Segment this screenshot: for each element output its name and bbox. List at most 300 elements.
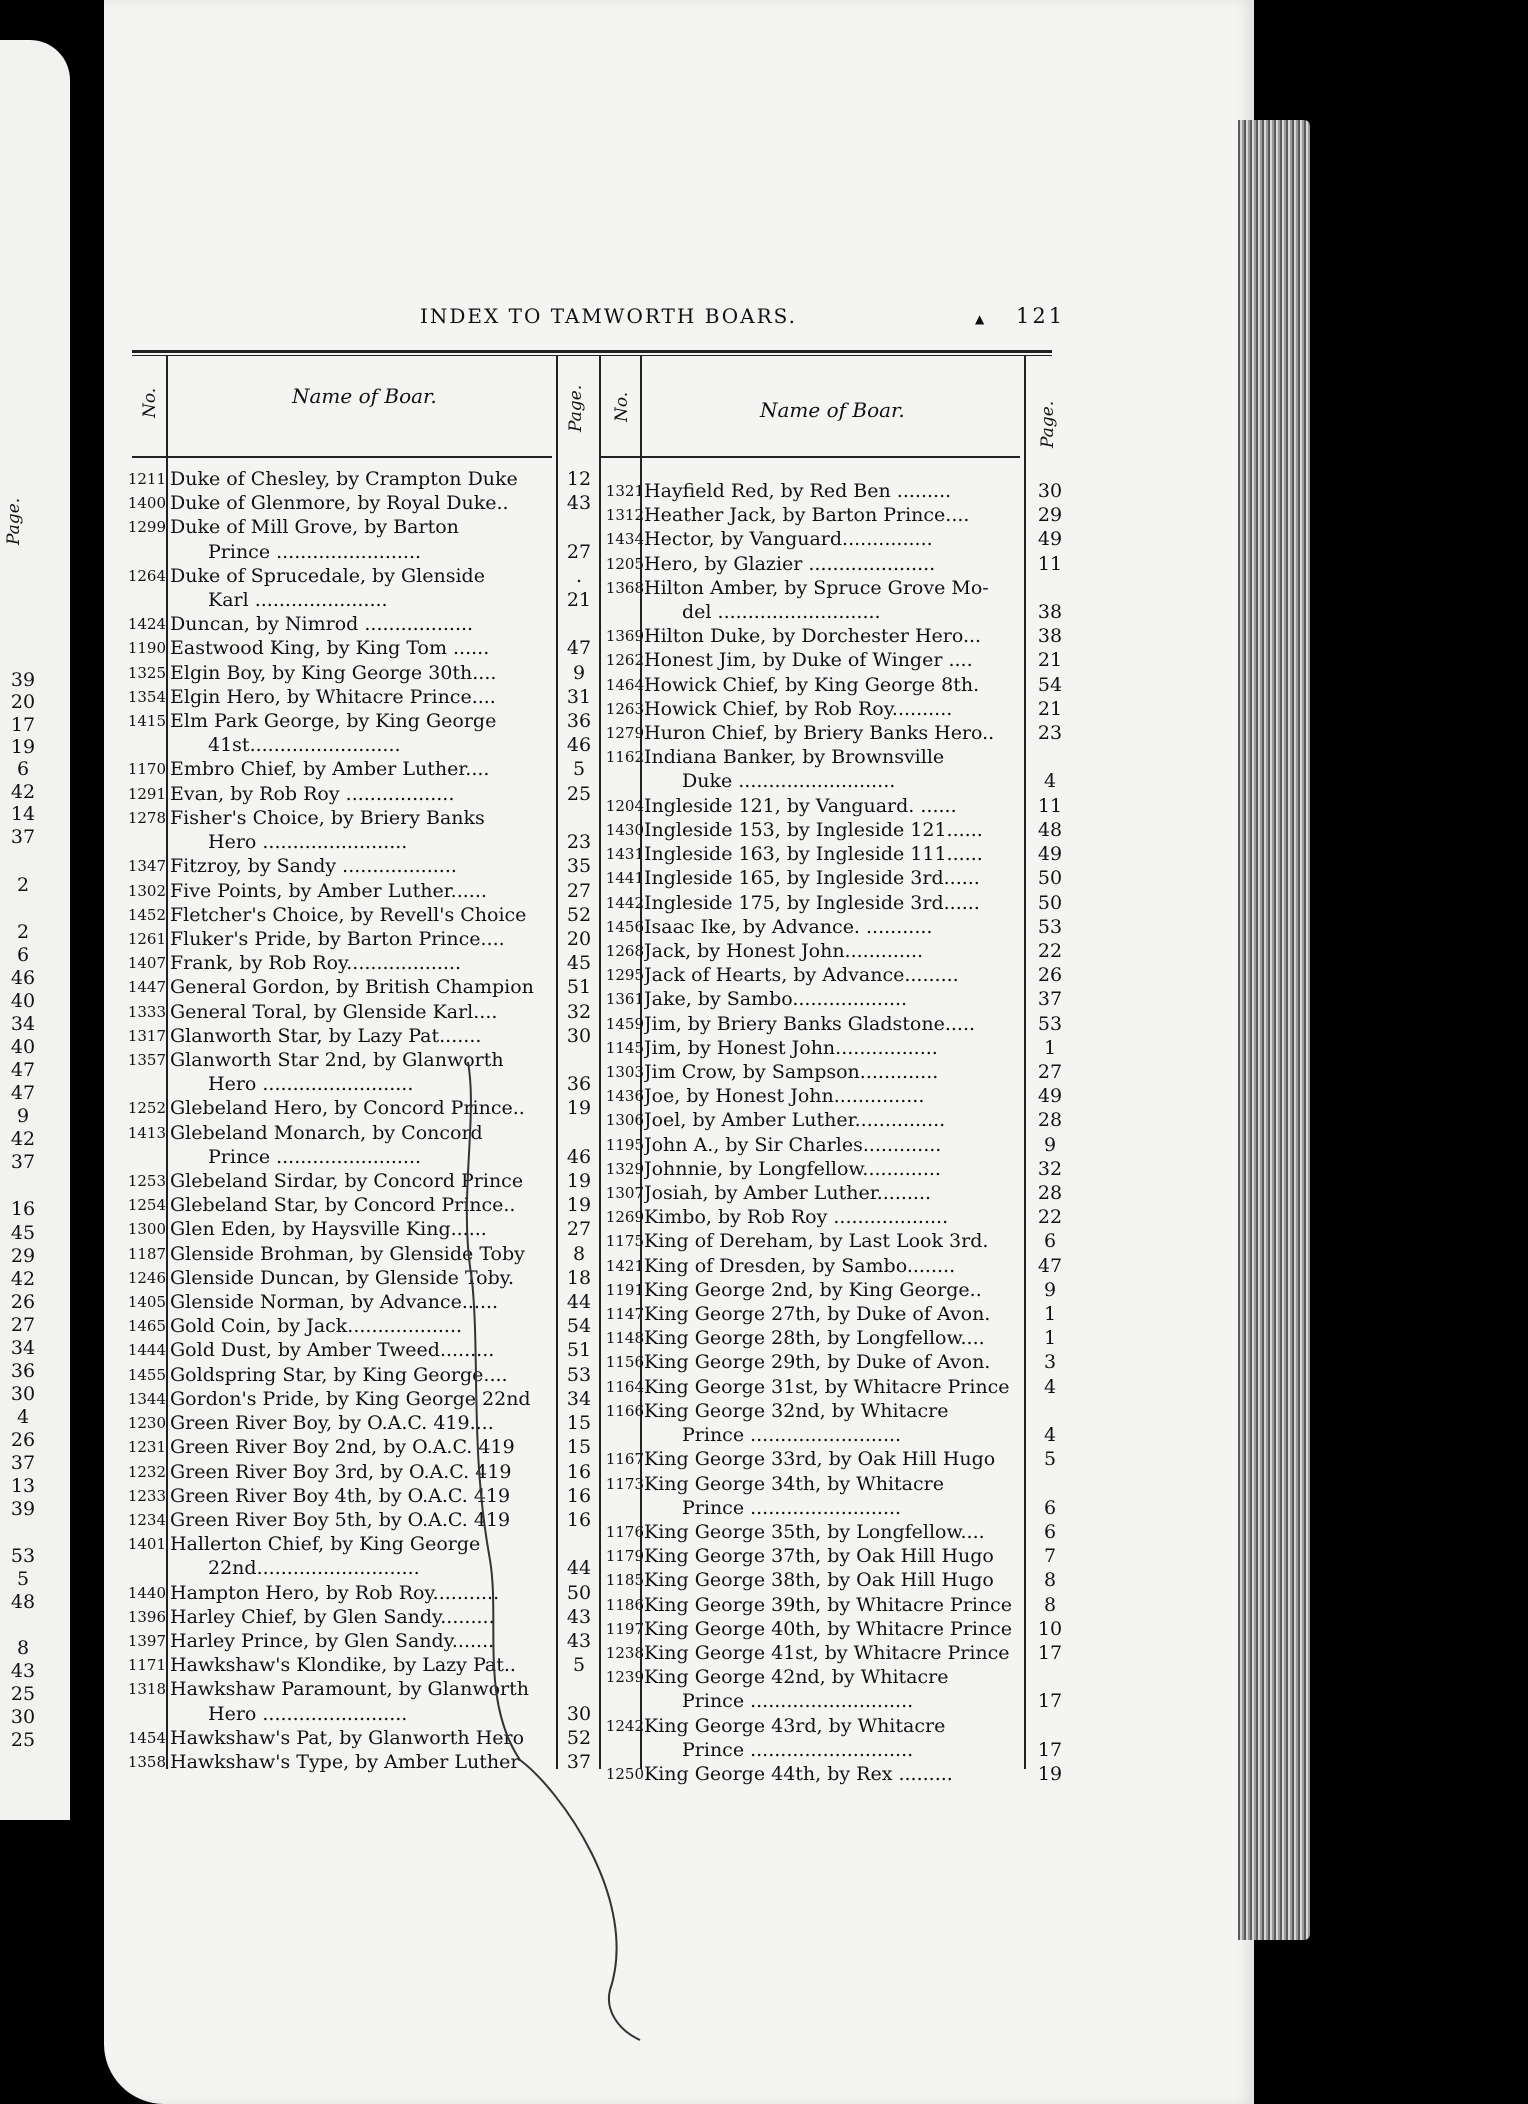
boar-name: Fitzroy, by Sandy ................... <box>170 855 457 878</box>
boar-name: Heather Jack, by Barton Prince.... <box>644 504 970 527</box>
page-reference: 17 <box>1037 1641 1063 1664</box>
page-reference: 11 <box>1037 552 1063 575</box>
boar-name: King George 34th, by Whitacre <box>644 1472 944 1495</box>
ornament-icon: ▲ <box>975 312 985 326</box>
page-reference: . <box>575 564 583 587</box>
index-entry <box>0 1544 1100 1568</box>
page-reference: 27 <box>566 879 592 902</box>
boar-name: Hawkshaw's Type, by Amber Luther <box>170 1751 520 1773</box>
boar-number: 1230 <box>127 1414 166 1433</box>
page-reference: 53 <box>1037 1012 1063 1035</box>
page-reference: 5 <box>572 1654 586 1677</box>
boar-name: King of Dresden, by Sambo........ <box>644 1254 956 1277</box>
boar-name: Gold Dust, by Amber Tweed......... <box>170 1339 495 1362</box>
boar-name: King George 29th, by Duke of Avon. <box>644 1351 991 1374</box>
previous-page-number: 29 <box>10 1245 36 1267</box>
boar-number: 1205 <box>605 554 644 573</box>
boar-name: King George 41st, by Whitacre Prince <box>644 1641 1010 1664</box>
boar-number: 1175 <box>605 1232 644 1251</box>
boar-name: 22nd........................... <box>208 1557 420 1580</box>
page-reference: 16 <box>566 1460 592 1483</box>
index-entry <box>0 1689 1100 1713</box>
boar-number: 1400 <box>127 494 166 513</box>
header-bottom-rule-right <box>600 456 1020 458</box>
page-reference: 1 <box>1043 1327 1057 1350</box>
boar-number: 1170 <box>127 760 166 779</box>
index-entry <box>0 1472 1100 1496</box>
page-reference: 50 <box>1037 867 1063 890</box>
page-reference: 38 <box>1037 625 1063 648</box>
boar-name: King George 27th, by Duke of Avon. <box>644 1303 991 1326</box>
boar-name: King George 44th, by Rex ......... <box>644 1763 953 1785</box>
boar-name: Ingleside 153, by Ingleside 121...... <box>644 818 983 841</box>
boar-number: 1211 <box>127 470 166 488</box>
boar-number: 1312 <box>605 506 644 525</box>
boar-number: 1455 <box>127 1365 166 1384</box>
boar-number: 1253 <box>127 1172 166 1191</box>
page-reference: 32 <box>566 1000 592 1023</box>
page-reference: 19 <box>1037 1763 1063 1785</box>
boar-number: 1254 <box>127 1196 166 1215</box>
boar-number: 1396 <box>127 1607 166 1626</box>
index-entry <box>0 1641 1100 1665</box>
index-entry <box>0 1278 1100 1302</box>
page-reference: 15 <box>566 1412 592 1435</box>
previous-page-number: 53 <box>10 1545 36 1567</box>
index-entry <box>0 1520 1100 1544</box>
boar-name: Hero ........................ <box>208 831 408 854</box>
page-reference: 21 <box>1037 649 1063 672</box>
index-entry <box>0 1105 1100 1132</box>
page-reference: 23 <box>1037 722 1063 745</box>
previous-page-label: Page. <box>4 497 24 545</box>
boar-name: Duke of Glenmore, by Royal Duke.. <box>170 492 509 515</box>
previous-page-number: 30 <box>10 1383 36 1405</box>
boar-name: Indiana Banker, by Brownsville <box>644 746 945 769</box>
boar-name: Green River Boy 4th, by O.A.C. 419 <box>170 1484 511 1507</box>
boar-number: 1268 <box>605 941 644 960</box>
page-reference: 45 <box>566 952 592 975</box>
boar-name: Elm Park George, by King George <box>170 710 497 733</box>
index-entry <box>0 1375 1100 1399</box>
page-reference: 53 <box>1037 915 1063 938</box>
page-reference: 50 <box>566 1581 592 1604</box>
page-reference: 4 <box>1043 770 1057 793</box>
boar-number: 1250 <box>605 1765 644 1783</box>
previous-page-number: 39 <box>10 669 36 691</box>
previous-page-number: 45 <box>10 1222 36 1244</box>
page-reference: 15 <box>566 1436 592 1459</box>
index-entry <box>0 745 1100 769</box>
page-reference: 35 <box>566 855 592 878</box>
previous-page-number: 9 <box>16 1105 30 1127</box>
previous-page-number: 42 <box>10 781 36 803</box>
boar-number: 1464 <box>605 675 644 694</box>
boar-name: Glebeland Hero, by Concord Prince.. <box>170 1097 525 1120</box>
boar-number: 1415 <box>127 712 166 731</box>
boar-name: Green River Boy, by O.A.C. 419.... <box>170 1412 494 1435</box>
page-reference: 43 <box>566 492 592 515</box>
boar-number: 1465 <box>127 1317 166 1336</box>
boar-name: Goldspring Star, by King George.... <box>170 1363 508 1386</box>
boar-number: 1269 <box>605 1208 644 1227</box>
boar-name: Fletcher's Choice, by Revell's Choice <box>170 903 527 926</box>
boar-number: 1171 <box>127 1656 166 1675</box>
previous-page-number: 27 <box>10 1314 36 1336</box>
index-entry <box>0 1617 1100 1641</box>
boar-name: Evan, by Rob Roy .................. <box>170 782 455 805</box>
boar-name: Glanworth Star 2nd, by Glanworth <box>170 1048 504 1071</box>
page-reference: 27 <box>1037 1060 1063 1083</box>
boar-name: King George 40th, by Whitacre Prince <box>644 1617 1013 1640</box>
boar-number: 1452 <box>127 905 166 924</box>
boar-number: 1239 <box>605 1668 644 1687</box>
page-reference: 10 <box>1037 1617 1063 1640</box>
boar-name: Elgin Boy, by King George 30th.... <box>170 661 497 684</box>
boar-name: Ingleside 175, by Ingleside 3rd...... <box>644 891 980 914</box>
boar-name: Howick Chief, by Rob Roy.......... <box>644 697 953 720</box>
page-reference: 8 <box>1043 1569 1057 1592</box>
boar-number: 1405 <box>127 1293 166 1312</box>
index-entry <box>0 1205 1100 1229</box>
page-reference: 5 <box>1043 1448 1057 1471</box>
index-entry <box>0 1012 1100 1036</box>
boar-name: Fluker's Pride, by Barton Prince.... <box>170 927 505 950</box>
page-reference: 51 <box>566 976 592 999</box>
page-reference: 21 <box>1037 697 1063 720</box>
page-reference: 28 <box>1037 1109 1063 1132</box>
boar-name: Ingleside 163, by Ingleside 111...... <box>644 843 983 866</box>
boar-number: 1361 <box>605 990 644 1009</box>
index-entry <box>0 1665 1100 1689</box>
boar-number: 1238 <box>605 1643 644 1662</box>
index-entry <box>0 963 1100 987</box>
index-entry <box>0 673 1100 697</box>
boar-name: Frank, by Rob Roy................... <box>170 952 462 975</box>
page-reference: 22 <box>1037 1206 1063 1229</box>
page-reference: 44 <box>566 1291 592 1314</box>
previous-page-number: 2 <box>16 921 30 943</box>
index-entry <box>0 576 1100 600</box>
boar-number: 1279 <box>605 724 644 743</box>
boar-number: 1434 <box>605 530 644 549</box>
previous-page-number: 40 <box>10 990 36 1012</box>
boar-number: 1261 <box>127 929 166 948</box>
page-reference: 25 <box>566 782 592 805</box>
page-reference: 52 <box>566 1726 592 1749</box>
boar-name: John A., by Sir Charles............. <box>644 1133 942 1156</box>
page-reference: 9 <box>1043 1278 1057 1301</box>
boar-name: Jim, by Honest John................. <box>644 1036 938 1059</box>
boar-number: 1441 <box>605 869 644 888</box>
boar-number: 1291 <box>127 784 166 803</box>
page-reference: 26 <box>1037 964 1063 987</box>
boar-name: Ingleside 121, by Vanguard. ...... <box>644 794 957 817</box>
boar-number: 1190 <box>127 639 166 658</box>
boar-name: King George 38th, by Oak Hill Hugo <box>644 1569 994 1592</box>
page-reference: 6 <box>1043 1520 1057 1543</box>
boar-number: 1246 <box>127 1268 166 1287</box>
previous-page-number: 47 <box>10 1059 36 1081</box>
boar-number: 1307 <box>605 1184 644 1203</box>
previous-page-number: 36 <box>10 1360 36 1382</box>
boar-number: 1454 <box>127 1728 166 1747</box>
boar-name: Glebeland Sirdar, by Concord Prince <box>170 1170 524 1193</box>
page-reference: 18 <box>566 1266 592 1289</box>
boar-name: Hilton Amber, by Spruce Grove Mo- <box>644 576 989 599</box>
boar-number: 1162 <box>605 748 644 767</box>
boar-number: 1234 <box>127 1510 166 1529</box>
previous-page-number: 37 <box>10 1452 36 1474</box>
boar-number: 1407 <box>127 954 166 973</box>
previous-page-number: 26 <box>10 1291 36 1313</box>
index-entry <box>0 721 1100 745</box>
index-entry <box>0 697 1100 721</box>
previous-page-number: 30 <box>10 1706 36 1728</box>
page-reference: 21 <box>566 589 592 612</box>
index-entry <box>0 842 1100 866</box>
page-reference: 3 <box>1043 1351 1057 1374</box>
boar-name: King of Dereham, by Last Look 3rd. <box>644 1230 989 1253</box>
boar-number: 1347 <box>127 857 166 876</box>
page-reference: 6 <box>1043 1496 1057 1519</box>
page-reference: 23 <box>566 831 592 854</box>
boar-name: Harley Prince, by Glen Sandy....... <box>170 1629 495 1652</box>
previous-page-number: 43 <box>10 1660 36 1682</box>
page-reference: 43 <box>566 1605 592 1628</box>
boar-number: 1317 <box>127 1026 166 1045</box>
boar-name: Isaac Ike, by Advance. ........... <box>644 915 933 938</box>
boar-name: Duke .......................... <box>682 770 896 793</box>
page-reference: 16 <box>566 1484 592 1507</box>
previous-page-number: 6 <box>16 944 30 966</box>
boar-name: Gordon's Pride, by King George 22nd <box>170 1387 531 1410</box>
page-reference: 27 <box>566 540 592 563</box>
page-reference: 27 <box>566 1218 592 1241</box>
boar-number: 1145 <box>605 1038 644 1057</box>
page-reference: 54 <box>1037 673 1063 696</box>
boar-name: Hampton Hero, by Rob Roy........... <box>170 1581 500 1604</box>
boar-name: Karl ...................... <box>208 589 388 612</box>
left-name-header: Name of Boar. <box>292 384 437 408</box>
boar-name: Prince ......................... <box>682 1424 902 1447</box>
boar-number: 1252 <box>127 1099 166 1118</box>
page-number: 121 <box>1016 304 1066 328</box>
boar-number: 1187 <box>127 1244 166 1263</box>
page-reference: 30 <box>566 1702 592 1725</box>
boar-number: 1354 <box>127 687 166 706</box>
left-page-header: Page. <box>566 384 586 432</box>
index-entry <box>0 866 1100 890</box>
boar-name: Honest Jim, by Duke of Winger .... <box>644 649 973 672</box>
page-reference: 49 <box>1037 1085 1063 1108</box>
previous-page-number: 25 <box>10 1729 36 1751</box>
boar-name: Duke of Sprucedale, by Glenside <box>170 564 485 587</box>
previous-page-number: 34 <box>10 1337 36 1359</box>
index-entry <box>0 1423 1100 1447</box>
page-reference: 47 <box>1037 1254 1063 1277</box>
boar-number: 1358 <box>127 1753 166 1771</box>
index-entry <box>0 1593 1100 1617</box>
previous-page-number: 37 <box>10 826 36 848</box>
boar-number: 1195 <box>605 1135 644 1154</box>
boar-number: 1191 <box>605 1280 644 1299</box>
previous-page-number: 20 <box>10 691 36 713</box>
boar-number: 1459 <box>605 1014 644 1033</box>
boar-name: Howick Chief, by King George 8th. <box>644 673 980 696</box>
previous-page-number: 16 <box>10 1198 36 1220</box>
previous-page-number: 47 <box>10 1082 36 1104</box>
boar-name: 41st......................... <box>208 734 401 757</box>
index-entry <box>0 527 1100 551</box>
boar-name: King George 43rd, by Whitacre <box>644 1714 946 1737</box>
boar-number: 1185 <box>605 1571 644 1590</box>
previous-page-number: 26 <box>10 1429 36 1451</box>
right-no-header: No. <box>612 391 632 422</box>
boar-number: 1333 <box>127 1002 166 1021</box>
boar-name: King George 42nd, by Whitacre <box>644 1666 949 1689</box>
previous-page-number: 42 <box>10 1268 36 1290</box>
boar-name: Kimbo, by Rob Roy ................... <box>644 1206 949 1229</box>
index-entry <box>0 891 1100 915</box>
page-reference: 32 <box>1037 1157 1063 1180</box>
right-name-header: Name of Boar. <box>760 398 905 422</box>
boar-number: 1148 <box>605 1329 644 1348</box>
page-reference: 46 <box>566 1145 592 1168</box>
boar-number: 1424 <box>127 615 166 634</box>
page-reference: 37 <box>566 1751 592 1773</box>
boar-number: 1442 <box>605 893 644 912</box>
index-entry <box>0 1399 1100 1423</box>
boar-name: Glebeland Monarch, by Concord <box>170 1121 483 1144</box>
boar-name: Hilton Duke, by Dorchester Hero... <box>644 625 982 648</box>
page-reference: 31 <box>566 685 592 708</box>
page-reference: 9 <box>572 661 586 684</box>
page-reference: 19 <box>566 1170 592 1193</box>
boar-name: King George 37th, by Oak Hill Hugo <box>644 1545 994 1568</box>
boar-number: 1413 <box>127 1123 166 1142</box>
page-reference: 30 <box>566 1024 592 1047</box>
boar-name: General Gordon, by British Champion <box>170 976 534 999</box>
page-reference: 7 <box>1043 1545 1057 1568</box>
boar-number: 1303 <box>605 1062 644 1081</box>
boar-name: Hawkshaw's Klondike, by Lazy Pat.. <box>170 1654 516 1677</box>
boar-number: 1431 <box>605 845 644 864</box>
boar-number: 1147 <box>605 1305 644 1324</box>
boar-name: Jack of Hearts, by Advance......... <box>644 964 959 987</box>
boar-number: 1430 <box>605 820 644 839</box>
boar-name: General Toral, by Glenside Karl.... <box>170 1000 498 1023</box>
boar-number: 1167 <box>605 1450 644 1469</box>
boar-name: Prince ........................ <box>208 540 422 563</box>
boar-name: Glenside Brohman, by Glenside Toby <box>170 1242 525 1265</box>
boar-name: Hawkshaw's Pat, by Glanworth Hero <box>170 1726 525 1749</box>
index-entry <box>0 503 1100 527</box>
page-reference: 4 <box>1043 1424 1057 1447</box>
boar-name: Green River Boy 3rd, by O.A.C. 419 <box>170 1460 512 1483</box>
boar-number: 1233 <box>127 1486 166 1505</box>
boar-name: Hero ......................... <box>208 1073 414 1096</box>
index-entry <box>0 479 1100 503</box>
boar-number: 1179 <box>605 1547 644 1566</box>
table-top-rule <box>132 350 1052 353</box>
boar-name: King George 32nd, by Whitacre <box>644 1399 949 1422</box>
boar-number: 1299 <box>127 518 166 537</box>
index-entry <box>0 1568 1100 1592</box>
boar-name: Harley Chief, by Glen Sandy......... <box>170 1605 495 1628</box>
boar-name: King George 33rd, by Oak Hill Hugo <box>644 1448 996 1471</box>
previous-page-number: 14 <box>10 803 36 825</box>
index-entry <box>0 1060 1100 1084</box>
boar-name: Hayfield Red, by Red Ben ......... <box>644 480 952 502</box>
boar-number: 1440 <box>127 1583 166 1602</box>
boar-number: 1329 <box>605 1159 644 1178</box>
boar-name: Elgin Hero, by Whitacre Prince.... <box>170 685 496 708</box>
page-reference: 52 <box>566 903 592 926</box>
page-reference: 5 <box>572 758 586 781</box>
boar-name: Glebeland Star, by Concord Prince.. <box>170 1194 516 1217</box>
boar-name: Prince ........................ <box>208 1145 422 1168</box>
boar-number: 1447 <box>127 978 166 997</box>
boar-name: Embro Chief, by Amber Luther.... <box>170 758 490 781</box>
boar-number: 1264 <box>127 566 166 585</box>
index-entry <box>0 1133 1100 1157</box>
page-reference: 30 <box>1037 480 1063 502</box>
boar-name: Joel, by Amber Luther............... <box>644 1109 946 1132</box>
boar-number: 1318 <box>127 1680 166 1699</box>
index-entry <box>0 1350 1100 1374</box>
index-entry <box>0 1084 1100 1108</box>
boar-number: 1397 <box>127 1631 166 1650</box>
index-entry <box>0 1157 1100 1181</box>
page-reference: 8 <box>1043 1593 1057 1616</box>
boar-name: Duncan, by Nimrod .................. <box>170 613 474 636</box>
boar-name: King George 35th, by Longfellow.... <box>644 1520 985 1543</box>
right-page-header: Page. <box>1038 400 1058 448</box>
page-reference: 51 <box>566 1339 592 1362</box>
boar-number: 1401 <box>127 1535 166 1554</box>
boar-number: 1173 <box>605 1474 644 1493</box>
boar-name: Glanworth Star, by Lazy Pat....... <box>170 1024 482 1047</box>
page-reference: 1 <box>1043 1036 1057 1059</box>
boar-number: 1164 <box>605 1377 644 1396</box>
page-reference: 46 <box>566 734 592 757</box>
index-entry <box>0 1229 1100 1253</box>
page-reference: 12 <box>566 468 592 490</box>
page-reference: 49 <box>1037 843 1063 866</box>
page-reference: 20 <box>566 927 592 950</box>
boar-name: Duke of Mill Grove, by Barton <box>170 516 459 539</box>
previous-page-number: 39 <box>10 1498 36 1520</box>
boar-number: 1197 <box>605 1619 644 1638</box>
index-entry <box>0 1738 1100 1762</box>
previous-page-number: 6 <box>16 758 30 780</box>
boar-number: 1204 <box>605 796 644 815</box>
boar-number: 1444 <box>127 1341 166 1360</box>
previous-page-number: 25 <box>10 1683 36 1705</box>
page-reference: 44 <box>566 1557 592 1580</box>
previous-page-number: 48 <box>10 1591 36 1613</box>
boar-name: Glenside Duncan, by Glenside Toby. <box>170 1266 514 1289</box>
previous-page-number: 13 <box>10 1475 36 1497</box>
index-entry <box>0 1762 1100 1786</box>
boar-name: Five Points, by Amber Luther...... <box>170 879 487 902</box>
boar-number: 1436 <box>605 1087 644 1106</box>
boar-number: 1300 <box>127 1220 166 1239</box>
table-top-rule-thin <box>132 355 1052 356</box>
boar-number: 1263 <box>605 699 644 718</box>
boar-number: 1231 <box>127 1438 166 1457</box>
